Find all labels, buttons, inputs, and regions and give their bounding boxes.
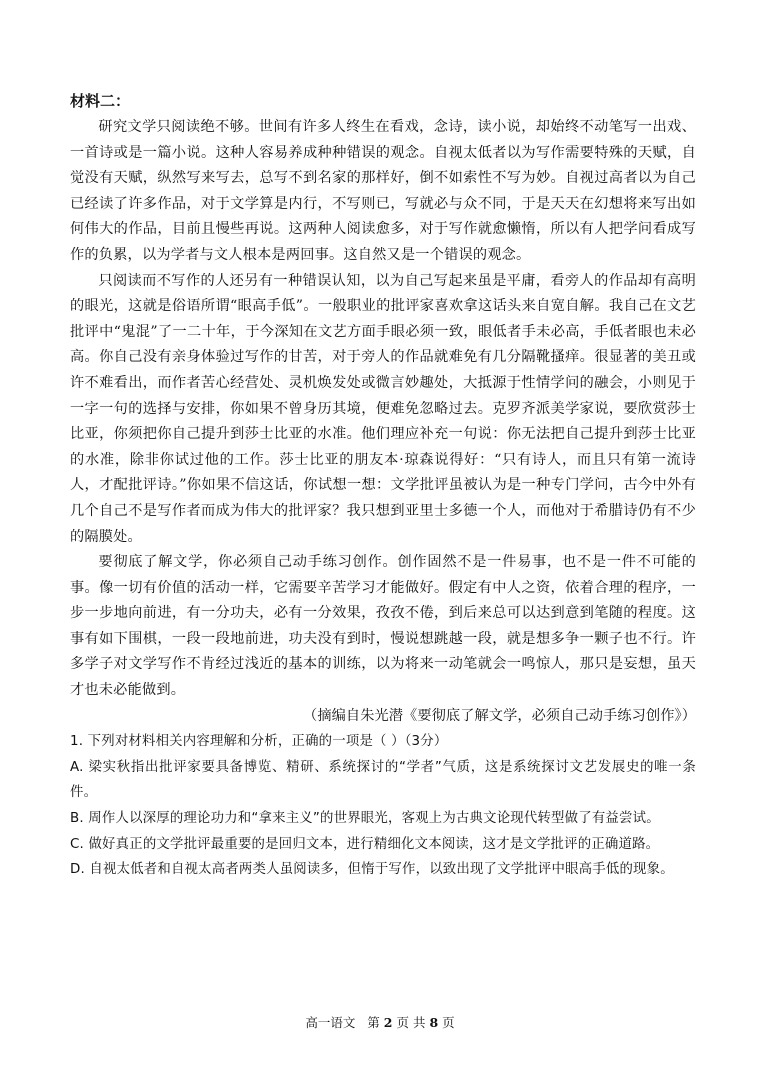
option-a: A. 梁实秋指出批评家要具备博览、精研、系统探讨的“学者”气质，这是系统探讨文艺发展史的唯一条件。 bbox=[70, 759, 696, 801]
footer-page-mid: 页 共 bbox=[396, 1015, 426, 1030]
footer-subject: 高一语文 bbox=[305, 1015, 356, 1030]
material-paragraph-3: 要彻底了解文学，你必须自己动手练习创作。创作固然不是一件易事，也不是一件不可能的事。像一切有价值的活动一样，它需要辛苦学习才能做好。假定有中人之资，依着合理的程序，一步一步地向前进，有一分功夫，必有一分效果，孜孜不倦，到后来总可以达到意到笔随的程度。这事有如下围棋，一段一段地前进，功夫没有到时，慢说想跳越一段，就是想多争一颗子也不行。许多学子对文学写作不肯经过浅近的基本的训练，以为将来一动笔就会一鸣惊人，那只是妄想，虽天才也未必能做到。 bbox=[70, 554, 696, 699]
option-d: D. 自视太低者和自视太高者两类人虽阅读多，但惰于写作，以致出现了文学批评中眼高手低的现象。 bbox=[70, 862, 674, 878]
page-content bbox=[70, 88, 696, 883]
option-b: B. 周作人以深厚的理论功力和“拿来主义”的世界眼光，客观上为古典文论现代转型做了有益尝试。 bbox=[70, 811, 660, 827]
material-heading: 材料二： bbox=[70, 92, 131, 110]
material-paragraph-1: 研究文学只阅读绝不够。世间有许多人终生在看戏，念诗，读小说，却始终不动笔写一出戏、一首诗或是一篇小说。这种人容易养成种种错误的观念。自视太低者以为写作需要特殊的天赋，自觉没有天赋，纵然写来写去，总写不到名家的那样好，倒不如索性不写为妙。自视过高者以为自己已经读了许多作品，对于文学算是内行，不写则已，写就必与众不同，于是天天在幻想将来写出如何伟大的作品，目前且慢些再说。这两种人阅读愈多，对于写作就愈懒惰，所以有人把学问看成写作的负累，以为学者与文人根本是两回事。这自然又是一个错误的观念。 bbox=[70, 119, 696, 263]
question-stem: 1. 下列对材料相关内容理解和分析，正确的一项是（ ）（3分） bbox=[70, 734, 448, 750]
footer-page-prefix: 第 bbox=[367, 1015, 380, 1030]
footer-page-suffix: 页 bbox=[442, 1015, 455, 1030]
option-c: C. 做好真正的文学批评最重要的是回归文本，进行精细化文本阅读，这才是文学批评的正确道路。 bbox=[70, 836, 660, 852]
material-paragraph-2: 只阅读而不写作的人还另有一种错误认知，以为自己写起来虽是平庸，看旁人的作品却有高明的眼光，这就是俗语所谓“眼高手低”。一般职业的批评家喜欢拿这话头来自宽自解。我自己在文艺批评中“鬼混”了一二十年，于今深知在文艺方面手眼必须一致，眼低者手未必高，手低者眼也未必高。你自己没有亲身体验过写作的甘苦，对于旁人的作品就难免有几分隔靴搔痒。很显著的美丑或许不难看出，而作者苦心经营处、灵机焕发处或微言妙趣处，大抵源于性情学问的融会，小则见于一字一句的选择与安排，你如果不曾身历其境，便难免忽略过去。克罗齐派美学家说，要欣赏莎士比亚，你须把你自己提升到莎士比亚的水准。他们理应补充一句说：你无法把自己提升到莎士比亚的水准，除非你试过他的工作。莎士比亚的朋友本·琼森说得好：“只有诗人，而且只有第一流诗人，才配批评诗。”你如果不信这话，你试想一想：文学批评虽被认为是一种专门学问，古今中外有几个自己不是写作者而成为伟大的批评家？我只想到亚里士多德一个人，而他对于希腊诗仍有不少的隔膜处。 bbox=[70, 272, 696, 545]
material-source: （摘编自朱光潜《要彻底了解文学，必须自己动手练习创作》） bbox=[303, 707, 696, 724]
footer-page-number: 2 bbox=[383, 1015, 393, 1030]
page-footer bbox=[0, 1014, 760, 1032]
footer-page-total: 8 bbox=[429, 1015, 439, 1030]
